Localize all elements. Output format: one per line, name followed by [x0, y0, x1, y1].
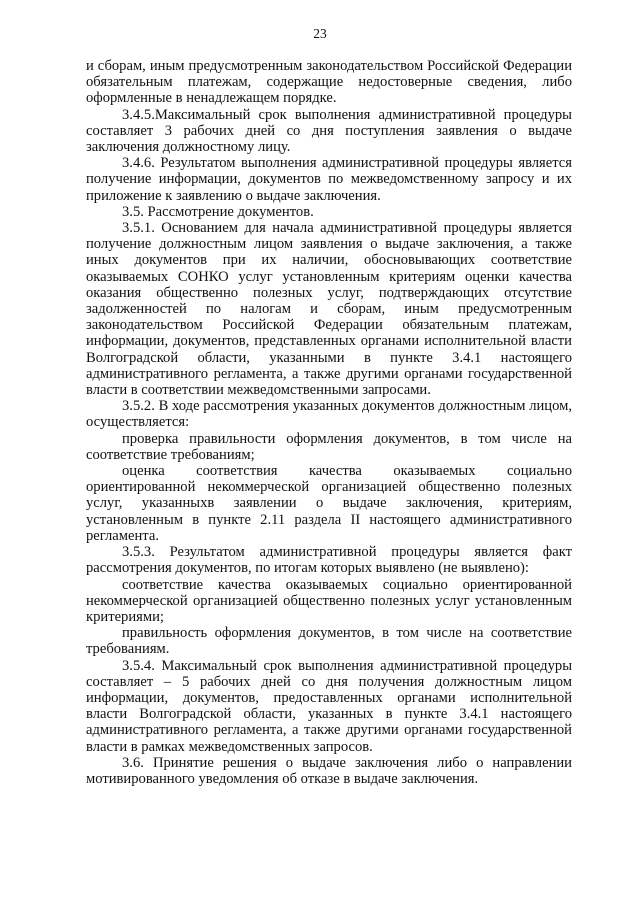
paragraph: и сборам, иным предусмотренным законодательством Российской Федерации обязательным платежам, содержащие недостоверные сведения, либо оформленные в ненадлежащем порядке.: [86, 58, 572, 107]
paragraph: 3.5.3. Результатом административной процедуры является факт рассмотрения документов, по итогам которых выявлено (не выявлено):: [86, 544, 572, 577]
paragraph: правильность оформления документов, в том числе на соответствие требованиям.: [86, 625, 572, 658]
paragraph: 3.5.4. Максимальный срок выполнения административной процедуры составляет – 5 рабочих дней со дня получения должностным лицом информации, документов, предоставленных органами исполнительной власти Волгоградской области, указанных в пункте 3.4.1 настоящего административного регламента, а также другими органами государственной власти в рамках межведомственных запросов.: [86, 657, 572, 755]
paragraph: проверка правильности оформления документов, в том числе на соответствие требованиям;: [86, 430, 572, 463]
paragraph: оценка соответствия качества оказываемых социально ориентированной некоммерческой организацией общественно полезных услуг, указанныхв заявлении о выдаче заключения, критериям, установленным в пункте 2.11 раздела II настоящего административного регламента.: [86, 463, 572, 544]
paragraph: 3.5.1. Основанием для начала административной процедуры является получение должностным лицом заявления о выдаче заключения, а также иных документов при их наличии, обосновывающих соответствие оказываемых СОНКО услуг установленным критериям оценки качества оказания общественно полезных услуг, подтверждающих отсутствие задолженностей по налогам и сборам, иным предусмотренным законодательством Российской Федерации обязательным платежам, информации, документов, представленных органами исполнительной власти Волгоградской области, указанными в пункте 3.4.1 настоящего административного регламента, а также другими органами государственной власти в соответствии межведомственными запросами.: [86, 220, 572, 399]
section-heading: 3.5. Рассмотрение документов.: [122, 203, 314, 220]
document-body: [86, 58, 572, 787]
paragraph: 3.4.6. Результатом выполнения административной процедуры является получение информации, документов по межведомственному запросу и их приложение к заявлению о выдаче заключения.: [86, 155, 572, 204]
paragraph: соответствие качества оказываемых социально ориентированной некоммерческой организацией общественно полезных услуг установленным критериями;: [86, 576, 572, 625]
section-heading: 3.6. Принятие решения о выдаче заключения либо о направлении мотивированного уведомления об отказе в выдаче заключения.: [86, 754, 572, 787]
paragraph: 3.4.5.Максимальный срок выполнения административной процедуры составляет 3 рабочих дней со дня поступления заявления о выдаче заключения должностному лицу.: [86, 106, 572, 156]
page-number: 23: [313, 26, 327, 41]
paragraph: 3.5.2. В ходе рассмотрения указанных документов должностным лицом, осуществляется:: [86, 398, 572, 431]
